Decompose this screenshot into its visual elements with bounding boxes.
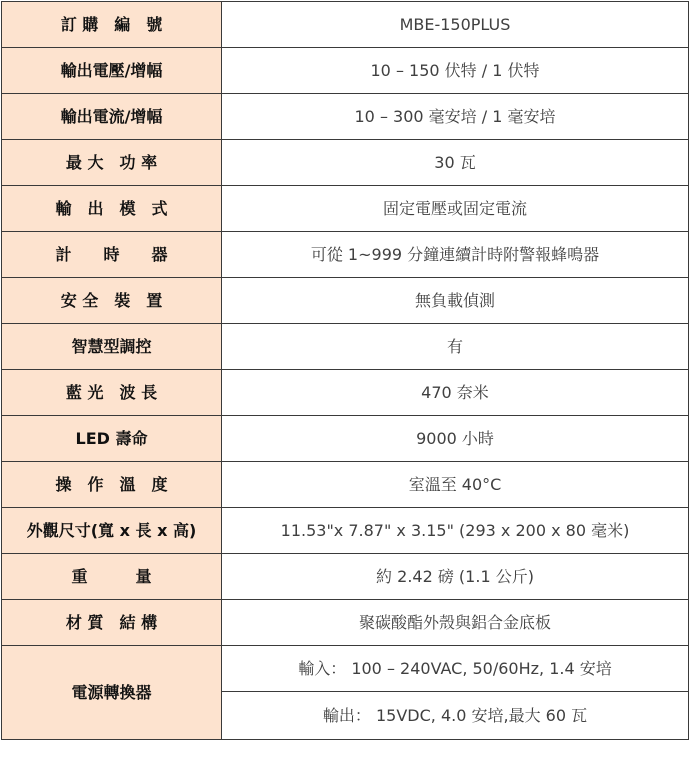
spec-row-material — [2, 600, 689, 646]
spec-value: 10 – 300 毫安培 / 1 毫安培 — [222, 94, 689, 140]
spec-value: 有 — [222, 324, 689, 370]
spec-label: 安 全 裝 置 — [2, 278, 222, 324]
spec-row-power-adapter-input — [2, 646, 689, 692]
spec-value: 470 奈米 — [222, 370, 689, 416]
spec-label: 輸出電流/增幅 — [2, 94, 222, 140]
spec-label: 操 作 溫 度 — [2, 462, 222, 508]
spec-value: 10 – 150 伏特 / 1 伏特 — [222, 48, 689, 94]
spec-row-safety-device — [2, 278, 689, 324]
spec-label: 最 大 功 率 — [2, 140, 222, 186]
spec-value: 室溫至 40°C — [222, 462, 689, 508]
spec-label: 重 量 — [2, 554, 222, 600]
spec-row-output-current — [2, 94, 689, 140]
spec-label: 智慧型調控 — [2, 324, 222, 370]
spec-value: MBE-150PLUS — [222, 2, 689, 48]
spec-value: 約 2.42 磅 (1.1 公斤) — [222, 554, 689, 600]
spec-label: 訂 購 編 號 — [2, 2, 222, 48]
spec-value: 無負載偵測 — [222, 278, 689, 324]
spec-label: 外觀尺寸(寬 x 長 x 高) — [2, 508, 222, 554]
spec-label: 藍 光 波 長 — [2, 370, 222, 416]
spec-label: 輸 出 模 式 — [2, 186, 222, 232]
spec-row-output-voltage — [2, 48, 689, 94]
spec-row-order-number — [2, 2, 689, 48]
spec-value: 固定電壓或固定電流 — [222, 186, 689, 232]
spec-row-smart-control — [2, 324, 689, 370]
spec-value: 11.53"x 7.87" x 3.15" (293 x 200 x 80 毫米) — [222, 508, 689, 554]
spec-label: LED 壽命 — [2, 416, 222, 462]
spec-row-timer — [2, 232, 689, 278]
spec-value: 9000 小時 — [222, 416, 689, 462]
spec-row-weight — [2, 554, 689, 600]
spec-value-power-output: 輸出： 15VDC, 4.0 安培,最大 60 瓦 — [222, 692, 689, 740]
spec-row-blue-wavelength — [2, 370, 689, 416]
spec-row-operating-temp — [2, 462, 689, 508]
spec-value: 30 瓦 — [222, 140, 689, 186]
spec-value: 可從 1~999 分鐘連續計時附警報蜂鳴器 — [222, 232, 689, 278]
spec-row-led-life — [2, 416, 689, 462]
spec-label: 材 質 結 構 — [2, 600, 222, 646]
spec-label: 輸出電壓/增幅 — [2, 48, 222, 94]
spec-label: 計 時 器 — [2, 232, 222, 278]
spec-value-power-input: 輸入： 100 – 240VAC, 50/60Hz, 1.4 安培 — [222, 646, 689, 692]
spec-row-output-mode — [2, 186, 689, 232]
spec-label-power-adapter: 電源轉換器 — [2, 646, 222, 740]
spec-value: 聚碳酸酯外殼與鋁合金底板 — [222, 600, 689, 646]
spec-row-max-power — [2, 140, 689, 186]
spec-table — [1, 1, 689, 740]
spec-row-dimensions — [2, 508, 689, 554]
